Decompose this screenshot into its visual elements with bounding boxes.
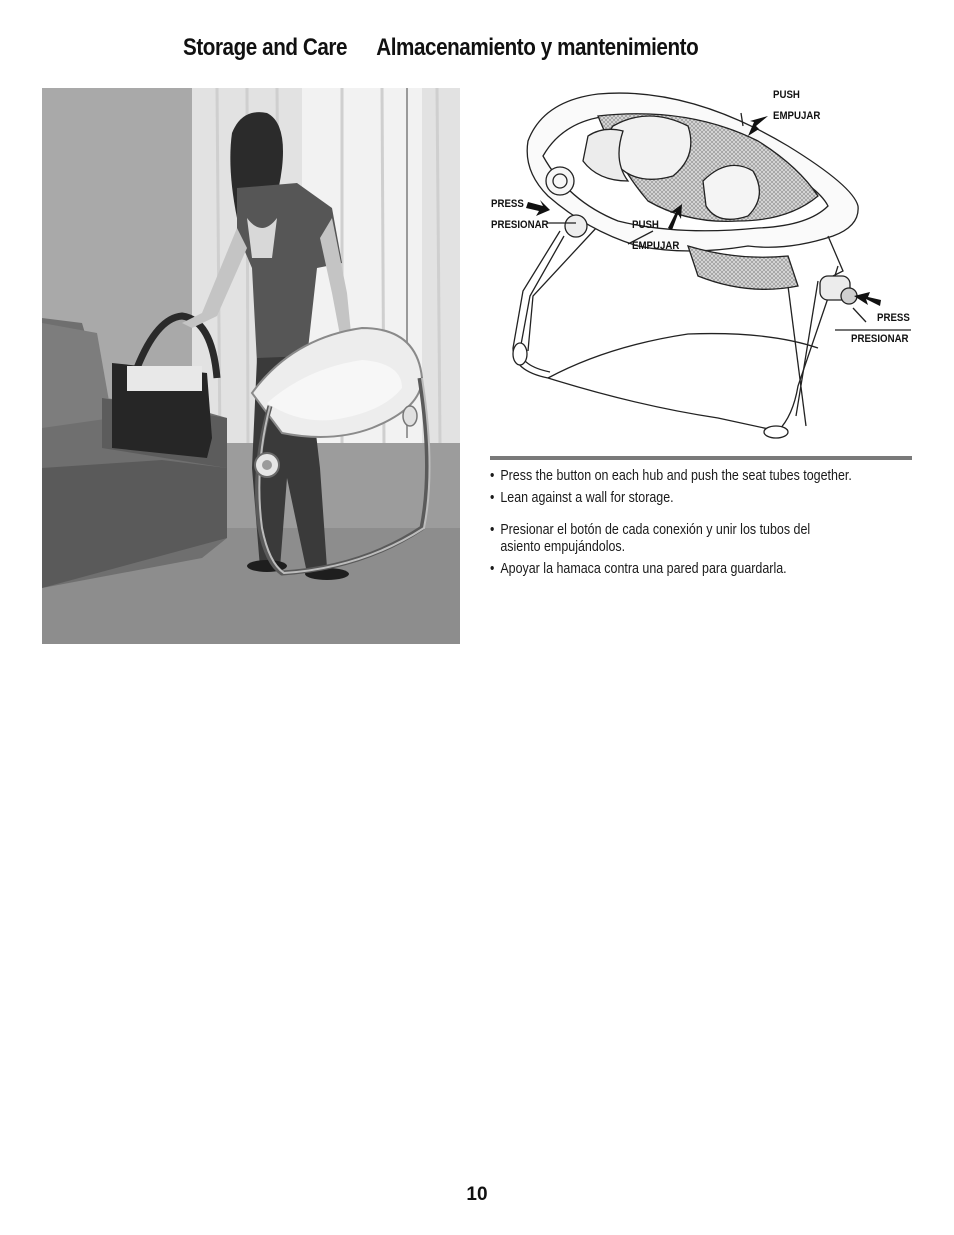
instruction-item: • Presionar el botón de cada conexión y unir los tubos del asiento empujándolos. <box>490 522 853 556</box>
folding-diagram <box>488 86 918 442</box>
sleeper-folding-diagram-icon <box>488 86 918 442</box>
callout-label: PUSH <box>632 219 659 231</box>
section-divider <box>490 456 912 460</box>
page-number: 10 <box>466 1184 488 1205</box>
instructions-spanish <box>490 522 886 578</box>
callout-push-middle <box>632 219 679 253</box>
instruction-item: • Lean against a wall for storage. <box>490 490 886 507</box>
callout-label: PRESIONAR <box>851 333 909 345</box>
instruction-item: • Press the button on each hub and push the seat tubes together. <box>490 468 886 485</box>
page-title <box>183 34 698 62</box>
product-photo <box>42 88 460 644</box>
callout-label: EMPUJAR <box>632 240 680 252</box>
callout-label: PRESS <box>491 198 524 210</box>
callout-label: PRESIONAR <box>491 219 549 231</box>
callout-push-top <box>773 89 820 123</box>
title-spanish: Almacenamiento y mantenimiento <box>376 34 699 61</box>
instructions <box>490 468 886 583</box>
callout-press-right-es <box>851 333 909 346</box>
callout-label: PUSH <box>773 89 800 101</box>
press-arrow-icon <box>854 292 881 306</box>
title-english: Storage and Care <box>183 34 348 61</box>
photo-woman-carrying-folded-sleeper-icon <box>42 88 460 644</box>
instruction-item: • Apoyar la hamaca contra una pared para guardarla. <box>490 561 886 578</box>
callout-label: PRESS <box>877 312 910 324</box>
callout-press-left <box>491 198 549 232</box>
callout-label: EMPUJAR <box>773 110 821 122</box>
instructions-english <box>490 468 886 507</box>
callout-press-right <box>877 312 910 325</box>
